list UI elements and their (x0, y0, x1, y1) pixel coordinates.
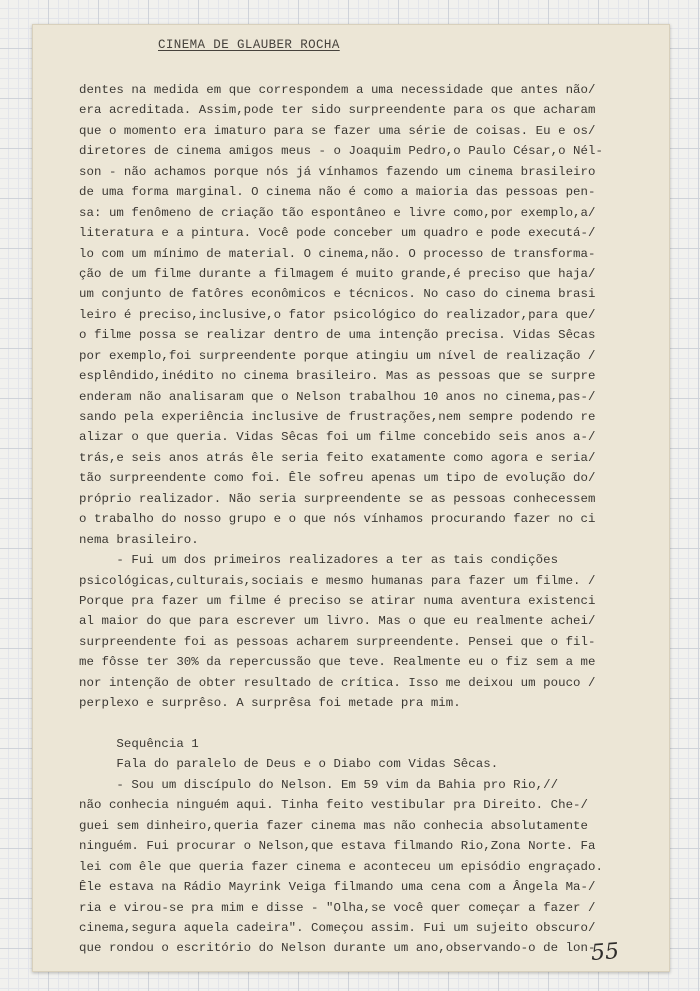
text-line: literatura e a pintura. Você pode conceber um quadro e pode executá-/ (79, 226, 596, 241)
text-line: lo com um mínimo de material. O cinema,não. O processo de transforma- (79, 246, 596, 261)
text-line: surpreendente foi as pessoas acharem surpreendente. Pensei que o fil- (79, 634, 596, 649)
text-line: dentes na medida em que correspondem a uma necessidade que antes não/ (79, 83, 596, 97)
text-line: Êle estava na Rádio Mayrink Veiga filmando uma cena com a Ângela Ma-/ (79, 880, 596, 895)
text-line: - Sou um discípulo do Nelson. Em 59 vim da Bahia pro Rio,// (79, 777, 559, 792)
text-line: ria e virou-se pra mim e disse - "Olha,se você quer começar a fazer / (79, 900, 596, 915)
text-line: sando pela experiência inclusive de frustrações,nem sempre podendo re (79, 410, 596, 424)
text-line: alizar o que queria. Vidas Sêcas foi um filme concebido seis anos a-/ (79, 430, 596, 445)
text-line: Porque pra fazer um filme é preciso se atirar numa aventura existenci (79, 593, 596, 608)
text-line: era acreditada. Assim,pode ter sido surpreendente para os que acharam (79, 103, 596, 118)
text-line: guei sem dinheiro,queria fazer cinema mas não conhecia absolutamente (79, 818, 589, 833)
text-line: um conjunto de fatôres econômicos e técnicos. No caso do cinema brasi (79, 287, 596, 302)
text-line: leiro é preciso,inclusive,o fator psicológico do realizador,para que/ (79, 307, 596, 322)
text-line: sa: um fenômeno de criação tão espontâneo e livre como,por exemplo,a/ (79, 205, 596, 220)
text-line: Fala do paralelo de Deus e o Diabo com Vidas Sêcas. (79, 757, 499, 772)
text-line: ninguém. Fui procurar o Nelson,que estava filmando Rio,Zona Norte. Fa (79, 839, 596, 854)
text-line (79, 714, 659, 734)
text-line: perplexo e surprêso. A surprêsa foi metade pra mim. (79, 696, 461, 711)
text-line: nor intenção de obter resultado de crítica. Isso me deixou um pouco / (79, 675, 596, 690)
typed-body (79, 80, 659, 959)
text-line: me fôsse ter 30% da repercussão que teve. Realmente eu o fiz sem a me (79, 655, 596, 670)
text-line: que o momento era imaturo para se fazer uma série de coisas. Eu e os/ (79, 123, 596, 138)
text-line: al maior do que para escrever um livro. Mas o que eu realmente achei/ (79, 614, 596, 629)
text-line: próprio realizador. Não seria surpreendente se as pessoas conhecessem (79, 491, 596, 506)
text-line: que rondou o escritório do Nelson durante um ano,observando-o de lon- (79, 941, 596, 956)
text-line: - Fui um dos primeiros realizadores a ter as tais condições (79, 553, 559, 568)
handwritten-page-number: 55 (590, 939, 620, 966)
text-line: nema brasileiro. (79, 532, 199, 547)
text-line: esplêndido,inédito no cinema brasileiro. Mas as pessoas que se surpre (79, 369, 596, 384)
text-line: o filme possa se realizar dentro de uma intenção precisa. Vidas Sêcas (79, 328, 596, 343)
text-line: não conhecia ninguém aqui. Tinha feito vestibular pra Direito. Che-/ (79, 798, 589, 813)
text-line: ção de um filme durante a filmagem é muito grande,é preciso que haja/ (79, 266, 596, 281)
text-line: por exemplo,foi surpreendente porque atingiu um nível de realização / (79, 348, 596, 363)
typed-page (32, 24, 670, 972)
text-line: enderam não analisaram que o Nelson trabalhou 10 anos no cinema,pas-/ (79, 389, 596, 404)
text-line: o trabalho do nosso grupo e o que nós vínhamos procurando fazer no ci (79, 512, 596, 527)
text-line: psicológicas,culturais,sociais e mesmo humanas para fazer um filme. / (79, 573, 596, 588)
text-line: cinema,segura aquela cadeira". Começou assim. Fui um sujeito obscuro/ (79, 920, 596, 935)
text-line: Sequência 1 (79, 737, 199, 751)
page-header: CINEMA DE GLAUBER ROCHA (158, 38, 340, 52)
text-line: diretores de cinema amigos meus - o Joaquim Pedro,o Paulo César,o Nél- (79, 144, 603, 159)
text-line: tão surpreendente como foi. Êle sofreu apenas um tipo de evolução do/ (79, 471, 596, 486)
text-line: de uma forma marginal. O cinema não é como a maioria das pessoas pen- (79, 185, 596, 200)
text-line: lei com êle que queria fazer cinema e aconteceu um episódio engraçado. (79, 859, 603, 874)
text-line: son - não achamos porque nós já vínhamos fazendo um cinema brasileiro (79, 164, 596, 179)
text-line: trás,e seis anos atrás êle seria feito exatamente como agora e seria/ (79, 450, 596, 465)
